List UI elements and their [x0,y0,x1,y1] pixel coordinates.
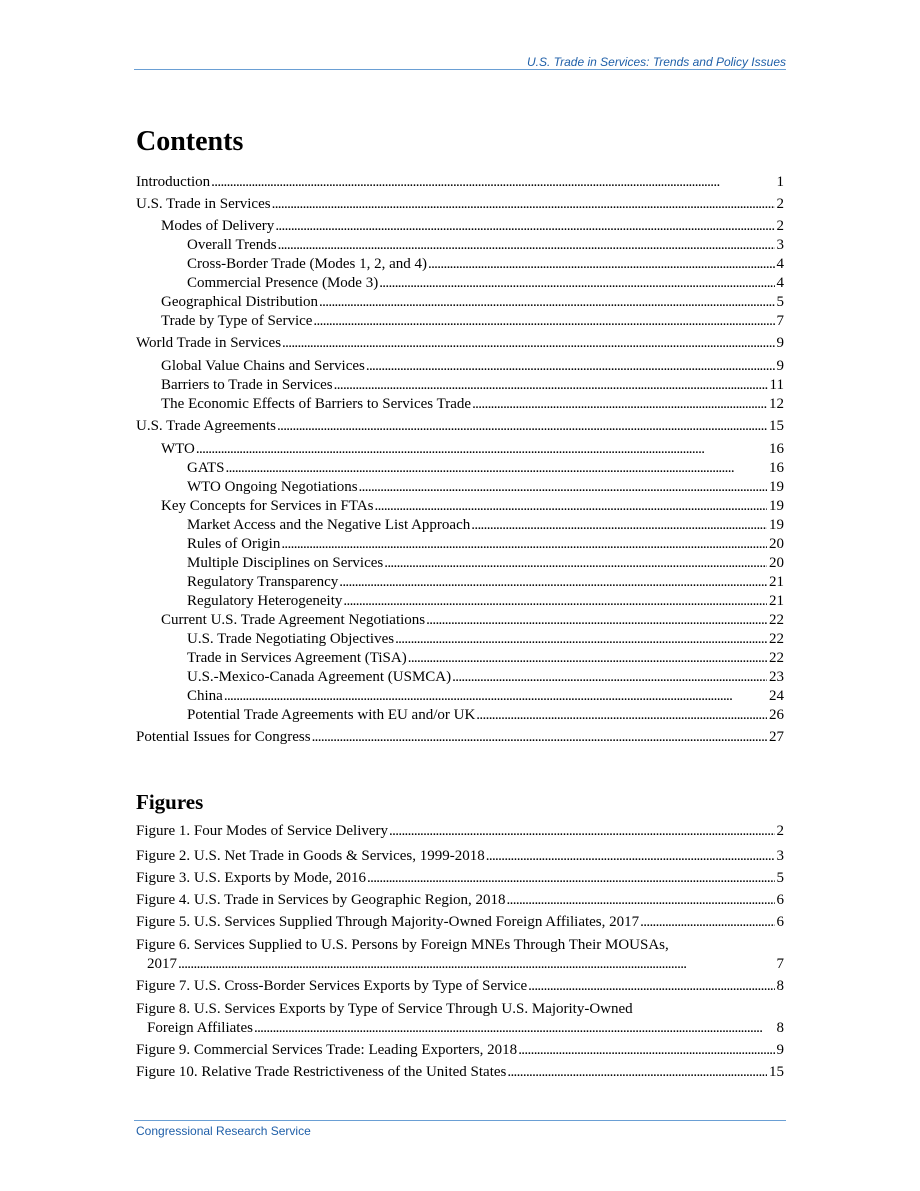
toc-entry[interactable] [147,955,784,974]
toc-entry-title: Multiple Disciplines on Services [187,555,384,571]
dot-leader [277,236,775,255]
toc-entry[interactable] [161,312,784,331]
running-header: U.S. Trade in Services: Trends and Policy Issues [527,55,786,69]
toc-entry-title: Figure 4. U.S. Trade in Services by Geographic Region, 2018 [136,892,506,908]
toc-entry-title: WTO [161,441,195,457]
dot-leader [517,1041,774,1060]
dot-leader [471,395,767,414]
toc-entry-first-line[interactable]: Figure 6. Services Supplied to U.S. Persons by Foreign MNEs Through Their MOUSAs, [136,937,669,953]
toc-entry[interactable] [161,611,784,630]
toc-entry[interactable] [136,173,784,192]
toc-entry-title: U.S. Trade Negotiating Objectives [187,631,395,647]
toc-entry-title: Regulatory Transparency [187,574,339,590]
toc-page-number: 15 [769,1064,784,1080]
toc-page-number: 22 [769,631,784,647]
toc-entry[interactable] [136,1063,784,1082]
toc-page-number: 16 [769,441,784,457]
toc-page-number: 24 [769,688,784,704]
toc-page-number: 21 [769,574,784,590]
toc-entry[interactable] [161,497,784,516]
dot-leader [253,1019,775,1038]
dot-leader [383,554,767,573]
toc-entry[interactable] [136,891,784,910]
toc-entry[interactable] [187,478,784,497]
toc-page-number: 12 [769,396,784,412]
header-rule [134,69,786,70]
toc-page-number: 2 [776,218,784,234]
toc-page-number: 19 [769,479,784,495]
figures-heading: Figures [136,790,204,814]
toc-entry-title: Cross-Border Trade (Modes 1, 2, and 4) [187,256,427,272]
toc-entry-title: 2017 [147,956,177,972]
toc-entry[interactable] [187,274,784,293]
toc-page-number: 3 [776,237,784,253]
toc-page-number: 5 [776,294,784,310]
toc-entry-title: Rules of Origin [187,536,281,552]
toc-page-number: 21 [769,593,784,609]
toc-page-number: 20 [769,555,784,571]
toc-entry[interactable] [136,195,784,214]
toc-page-number: 6 [776,892,784,908]
toc-entry[interactable] [136,417,784,436]
toc-entry-title: Current U.S. Trade Agreement Negotiations [161,612,426,628]
toc-entry[interactable] [136,913,784,932]
toc-page-number: 26 [769,707,784,723]
toc-entry-title: Potential Issues for Congress [136,729,311,745]
dot-leader [210,173,774,192]
toc-page-number: 11 [769,377,784,393]
dot-leader [365,357,775,376]
toc-entry-title: China [187,688,223,704]
toc-page-number: 22 [769,650,784,666]
dot-leader [312,312,774,331]
toc-page-number: 27 [769,729,784,745]
toc-page-number: 4 [776,256,784,272]
toc-entry[interactable] [187,592,784,611]
dot-leader [388,822,774,841]
toc-page-number: 3 [776,848,784,864]
toc-page-number: 7 [776,313,784,329]
toc-page-number: 9 [776,335,784,351]
toc-entry[interactable] [136,822,784,841]
dot-leader [374,497,767,516]
toc-page-number: 16 [769,460,784,476]
dot-leader [223,687,767,706]
toc-page-number: 23 [769,669,784,685]
toc-entry[interactable] [187,459,784,478]
toc-entry-title: Commercial Presence (Mode 3) [187,275,379,291]
toc-entry[interactable] [147,1019,784,1038]
toc-entry[interactable] [136,869,784,888]
dot-leader [338,573,767,592]
toc-entry-title: Potential Trade Agreements with EU and/or UK [187,707,476,723]
toc-entry-title: U.S. Trade in Services [136,196,271,212]
toc-entry[interactable] [161,376,784,395]
toc-entry[interactable] [161,217,784,236]
toc-entry-title: Foreign Affiliates [147,1020,253,1036]
toc-page-number: 5 [776,870,784,886]
toc-page-number: 19 [769,498,784,514]
dot-leader [470,516,767,535]
footer-rule [134,1120,786,1121]
dot-leader [271,195,775,214]
dot-leader [427,255,775,274]
toc-page-number: 4 [776,275,784,291]
toc-entry-first-line[interactable]: Figure 8. U.S. Services Exports by Type of Service Through U.S. Majority-Owned [136,1001,633,1017]
toc-entry[interactable] [161,357,784,376]
footer-org: Congressional Research Service [136,1124,311,1138]
toc-entry[interactable] [187,516,784,535]
toc-entry[interactable] [161,395,784,414]
dot-leader [394,630,767,649]
toc-entry[interactable] [187,554,784,573]
toc-entry-title: Geographical Distribution [161,294,319,310]
toc-entry[interactable] [187,649,784,668]
toc-entry-title: Key Concepts for Services in FTAs [161,498,374,514]
toc-entry[interactable] [136,977,784,996]
toc-page-number: 9 [776,1042,784,1058]
dot-leader [311,728,767,747]
toc-page-number: 8 [776,978,784,994]
dot-leader [333,376,768,395]
toc-page-number: 7 [776,956,784,972]
dot-leader [177,955,775,974]
toc-page-number: 2 [776,823,784,839]
toc-entry-title: Regulatory Heterogeneity [187,593,343,609]
dot-leader [280,535,767,554]
toc-entry-title: Barriers to Trade in Services [161,377,333,393]
dot-leader [358,478,767,497]
toc-entry-title: The Economic Effects of Barriers to Services Trade [161,396,472,412]
toc-entry-title: Figure 10. Relative Trade Restrictiveness of the United States [136,1064,507,1080]
toc-page-number: 20 [769,536,784,552]
toc-entry[interactable] [136,334,784,353]
toc-page-number: 1 [776,174,784,190]
toc-entry[interactable] [161,293,784,312]
toc-entry[interactable] [161,440,784,459]
dot-leader [527,977,774,996]
dot-leader [281,334,774,353]
toc-entry[interactable] [187,668,784,687]
toc-entry[interactable] [187,687,784,706]
toc-entry-title: Figure 2. U.S. Net Trade in Goods & Services, 1999-2018 [136,848,485,864]
toc-entry-title: Trade in Services Agreement (TiSA) [187,650,407,666]
dot-leader [274,217,774,236]
dot-leader [485,847,775,866]
dot-leader [195,440,767,459]
toc-entry[interactable] [187,706,784,725]
toc-page-number: 22 [769,612,784,628]
dot-leader [378,274,774,293]
dot-leader [506,891,775,910]
dot-leader [225,459,767,478]
dot-leader [639,913,774,932]
dot-leader [318,293,774,312]
toc-page-number: 6 [776,914,784,930]
toc-entry-title: Market Access and the Negative List Approach [187,517,471,533]
dot-leader [506,1063,767,1082]
toc-entry-title: U.S.-Mexico-Canada Agreement (USMCA) [187,669,452,685]
toc-entry-title: Figure 7. U.S. Cross-Border Services Exports by Type of Service [136,978,528,994]
toc-entry-title: Trade by Type of Service [161,313,313,329]
toc-page-number: 8 [776,1020,784,1036]
toc-entry-title: Introduction [136,174,211,190]
toc-entry-title: Figure 3. U.S. Exports by Mode, 2016 [136,870,366,886]
toc-page-number: 15 [769,418,784,434]
toc-entry-title: World Trade in Services [136,335,282,351]
toc-entry[interactable] [187,573,784,592]
dot-leader [366,869,775,888]
toc-entry-title: GATS [187,460,225,476]
toc-entry[interactable] [136,728,784,747]
toc-page-number: 9 [776,358,784,374]
toc-entry-title: Figure 1. Four Modes of Service Delivery [136,823,389,839]
contents-heading: Contents [136,126,244,157]
toc-entry[interactable] [187,535,784,554]
toc-entry-title: Modes of Delivery [161,218,275,234]
dot-leader [407,649,767,668]
dot-leader [342,592,767,611]
toc-entry-title: Global Value Chains and Services [161,358,365,374]
dot-leader [276,417,767,436]
toc-entry[interactable] [187,630,784,649]
toc-entry-title: Figure 5. U.S. Services Supplied Through Majority-Owned Foreign Affiliates, 2017 [136,914,640,930]
toc-entry-title: Figure 9. Commercial Services Trade: Leading Exporters, 2018 [136,1042,518,1058]
dot-leader [425,611,767,630]
toc-entry[interactable] [136,1041,784,1060]
toc-page-number: 2 [776,196,784,212]
toc-entry[interactable] [187,236,784,255]
toc-page-number: 19 [769,517,784,533]
toc-entry-title: Overall Trends [187,237,277,253]
toc-entry[interactable] [136,847,784,866]
toc-entry-title: U.S. Trade Agreements [136,418,276,434]
dot-leader [475,706,767,725]
dot-leader [451,668,767,687]
toc-entry[interactable] [187,255,784,274]
toc-entry-title: WTO Ongoing Negotiations [187,479,358,495]
